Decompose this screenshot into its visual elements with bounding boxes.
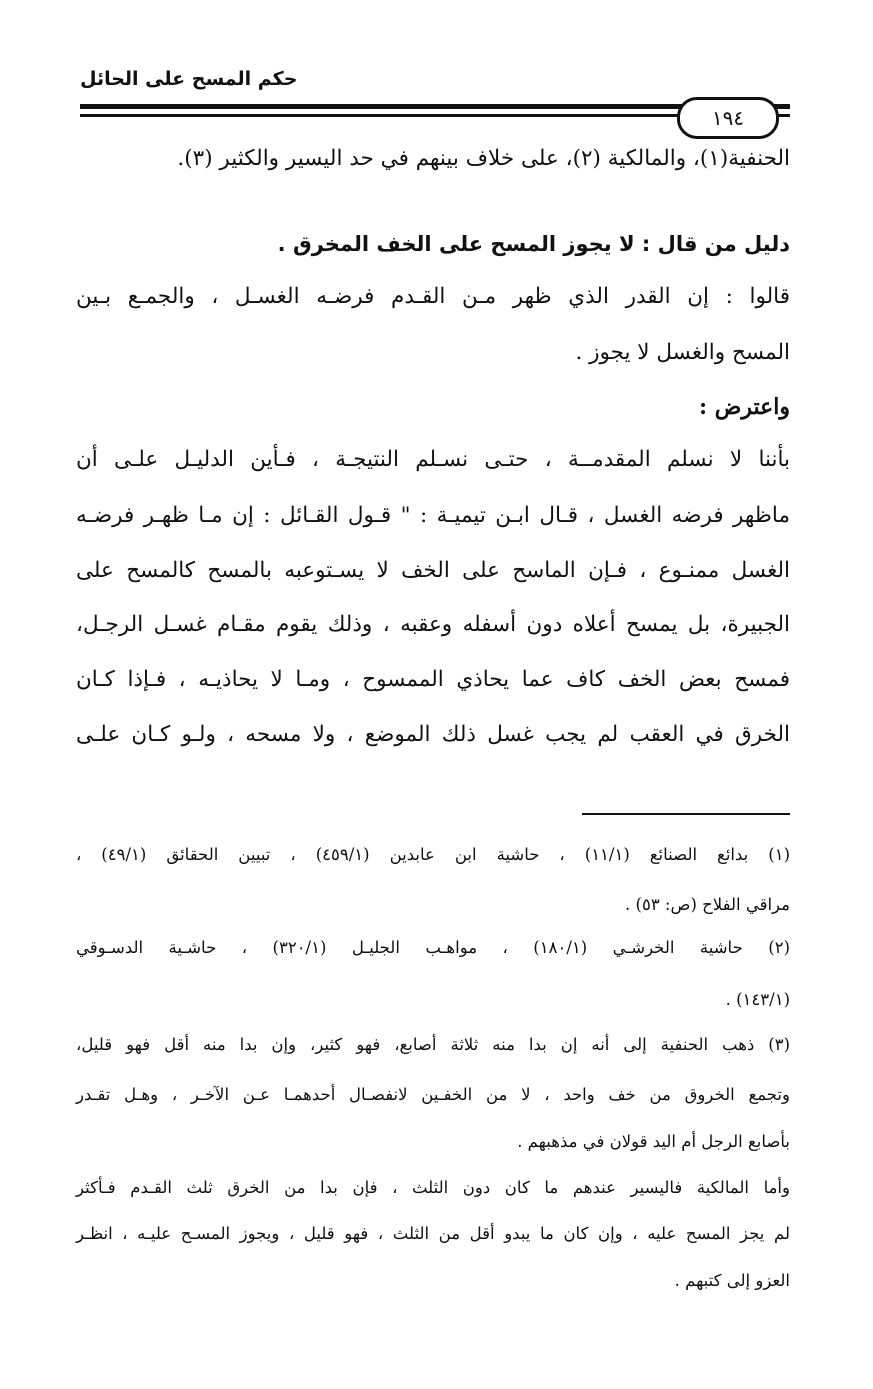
body-line: بأننا لا نسلم المقدمــة ، حتـى نسـلم النتيجـة ، فـأين الدليـل علـى أن bbox=[76, 447, 790, 472]
footnote-3-line: بأصابع الرجل أم اليد قولان في مذهبهم . bbox=[517, 1132, 790, 1151]
body-line: قالوا : إن القدر الذي ظهر مـن القـدم فرضـه الغسـل ، والجمـع بـين bbox=[76, 284, 790, 309]
body-line: ماظهر فرضه الغسل ، قـال ابـن تيميـة : " قـول القـائل : إن مـا ظهـر فرضـه bbox=[76, 503, 790, 528]
footnote-1-line: مراقي الفلاح (ص: ٥٣) . bbox=[625, 895, 790, 914]
body-line: الجبيرة، بل يمسح أعلاه دون أسفله وعقبه ، وذلك يقوم مقـام غسـل الرجـل، bbox=[76, 612, 790, 637]
footnote-3-line: لم يجز المسح عليه ، وإن كان ما يبدو أقل من الثلث ، فهو قليل ، ويجوز المسـح عليـه ، انظـر bbox=[76, 1224, 790, 1243]
footnote-separator bbox=[582, 813, 790, 815]
section-heading: دليل من قال : لا يجوز المسح على الخف المخرق . bbox=[277, 232, 790, 256]
footnote-3-line: وأما المالكية فاليسير عندهم ما كان دون الثلث ، فإن بدا من الخرق ثلث القـدم فـأكثر bbox=[76, 1178, 790, 1197]
body-line: الغسل ممنـوع ، فـإن الماسح على الخف لا يسـتوعبه بالمسح كالمسح على bbox=[76, 558, 790, 583]
body-line: الخرق في العقب لم يجب غسل ذلك الموضع ، ولا مسحه ، ولـو كـان علـى bbox=[76, 722, 790, 747]
footnote-2-line: (٢) حاشية الخرشـي (١٨٠/١) ، مواهـب الجليـل (٣٢٠/١) ، حاشـية الدسـوقي bbox=[76, 938, 790, 957]
footnote-3-line: وتجمع الخروق من خف واحد ، لا من الخفـين لانفصـال أحدهمـا عـن الآخـر ، وهـل تقـدر bbox=[76, 1085, 790, 1104]
running-title: حكم المسح على الحائل bbox=[80, 68, 298, 90]
body-line: فمسح بعض الخف كاف عما يحاذي الممسوح ، ومـا لا يحاذيـه ، فـإذا كـان bbox=[76, 667, 790, 692]
page-number-badge: ١٩٤ bbox=[677, 97, 779, 139]
footnote-1-line: (١) بدائع الصنائع (١١/١) ، حاشية ابن عابدين (٤٥٩/١) ، تبيين الحقائق (٤٩/١) ، bbox=[76, 845, 790, 864]
subheading: واعترض : bbox=[698, 394, 790, 420]
body-line: المسح والغسل لا يجوز . bbox=[575, 340, 790, 365]
body-line: الحنفية(١)، والمالكية (٢)، على خلاف بينهم في حد اليسير والكثير (٣). bbox=[177, 146, 790, 171]
footnote-3-line: العزو إلى كتبهم . bbox=[674, 1271, 790, 1290]
footnote-3-line: (٣) ذهب الحنفية إلى أنه إن بدا منه ثلاثة أصابع، فهو كثير، وإن بدا منه أقل فهو قليل، bbox=[76, 1035, 790, 1054]
footnote-2-line: (١٤٣/١) . bbox=[725, 990, 790, 1009]
